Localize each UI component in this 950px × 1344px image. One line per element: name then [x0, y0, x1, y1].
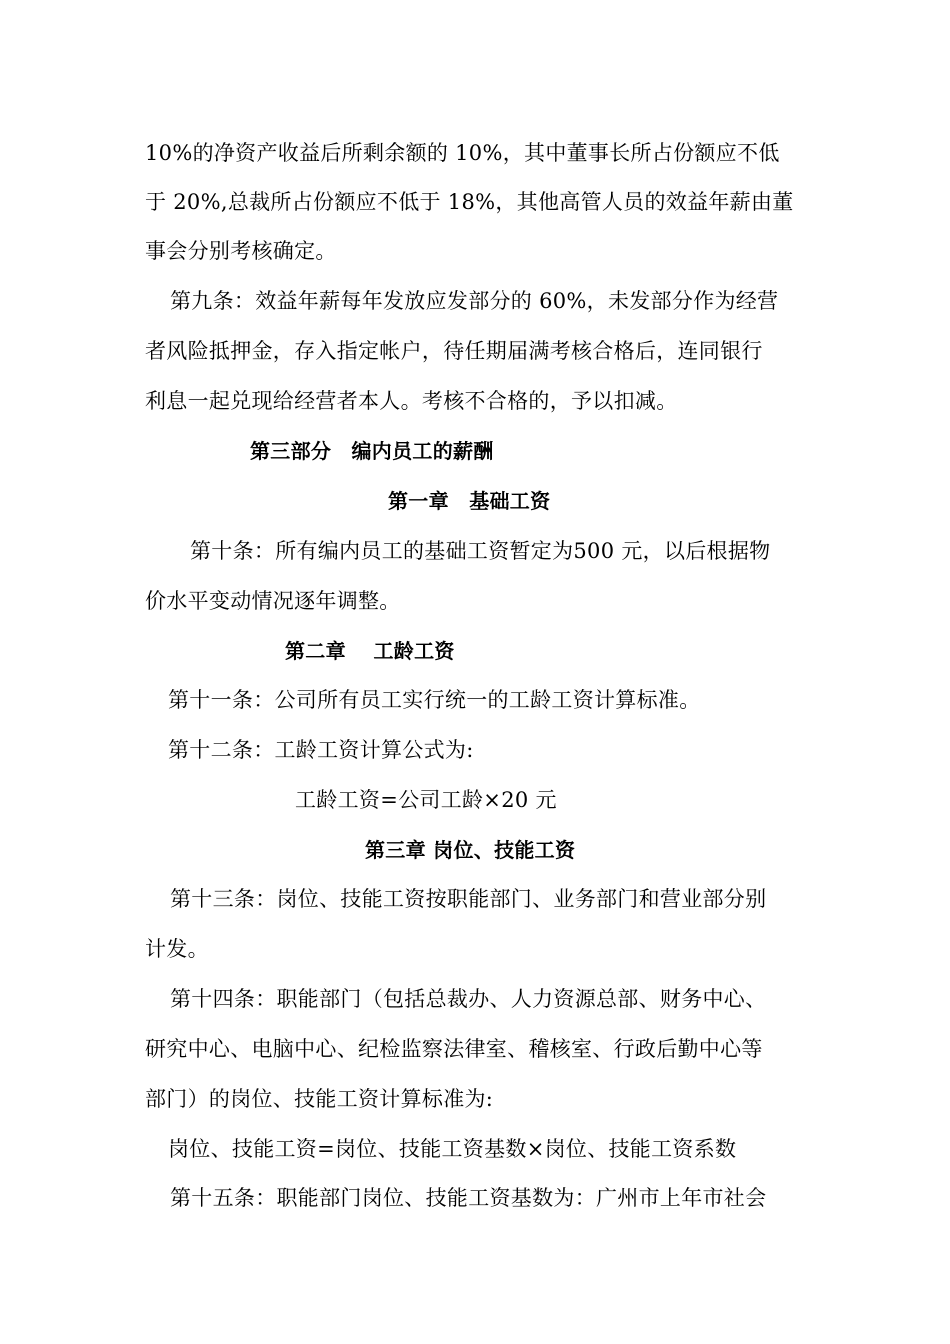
chapter-heading: 第三章 岗位、技能工资 — [365, 838, 576, 862]
article-11-line: 第十一条：公司所有员工实行统一的工龄工资计算标准。 — [168, 688, 701, 712]
article-10-line: 第十条：所有编内员工的基础工资暂定为500 元，以后根据物 — [190, 539, 771, 563]
article-13-line: 第十三条：岗位、技能工资按职能部门、业务部门和营业部分别 — [170, 887, 767, 911]
paragraph-line: 利息一起兑现给经营者本人。考核不合格的，予以扣减。 — [145, 389, 678, 413]
paragraph-line: 于 20%,总裁所占份额应不低于 18%，其他高管人员的效益年薪由董 — [145, 190, 794, 214]
paragraph-line: 者风险抵押金，存入指定帐户，待任期届满考核合格后，连同银行 — [145, 339, 763, 363]
paragraph-line: 部门）的岗位、技能工资计算标准为: — [145, 1087, 494, 1111]
paragraph-line: 价水平变动情况逐年调整。 — [145, 589, 401, 613]
paragraph-line: 10%的净资产收益后所剩余额的 10%，其中董事长所占份额应不低 — [145, 141, 780, 165]
paragraph-line: 计发。 — [145, 937, 209, 961]
formula-line: 岗位、技能工资=岗位、技能工资基数×岗位、技能工资系数 — [168, 1137, 737, 1161]
formula-line: 工龄工资=公司工龄×20 元 — [295, 788, 557, 812]
part-heading: 第三部分 编内员工的薪酬 — [250, 439, 494, 463]
chapter-heading: 第二章 工龄工资 — [285, 639, 455, 663]
article-15-line: 第十五条：职能部门岗位、技能工资基数为：广州市上年市社会 — [170, 1186, 767, 1210]
article-9-line: 第九条：效益年薪每年发放应发部分的 60%，未发部分作为经营 — [170, 289, 779, 313]
article-14-line: 第十四条：职能部门（包括总裁办、人力资源总部、财务中心、 — [170, 987, 767, 1011]
chapter-heading: 第一章 基础工资 — [388, 489, 551, 513]
paragraph-line: 研究中心、电脑中心、纪检监察法律室、稽核室、行政后勤中心等 — [145, 1037, 763, 1061]
paragraph-line: 事会分别考核确定。 — [145, 239, 337, 263]
article-12-line: 第十二条：工龄工资计算公式为: — [168, 738, 474, 762]
